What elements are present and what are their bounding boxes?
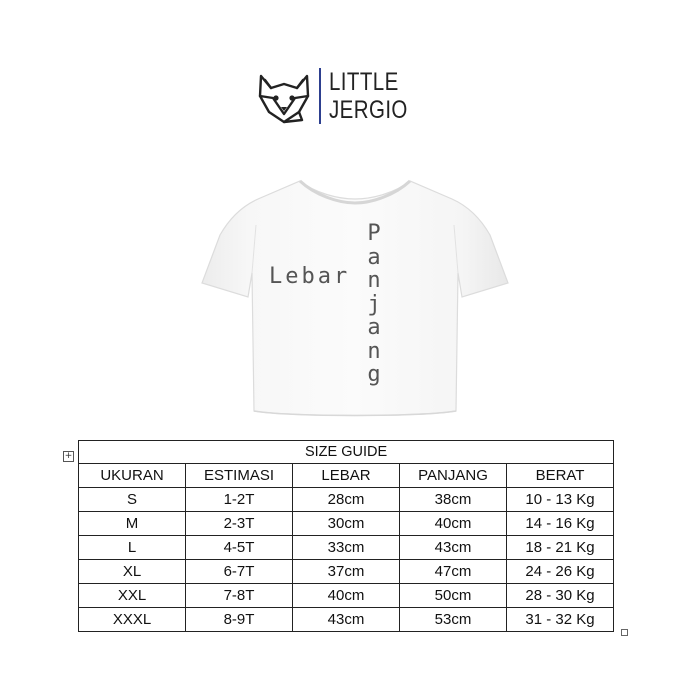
column-header: BERAT: [507, 464, 614, 488]
table-move-handle[interactable]: +: [64, 451, 73, 461]
length-label: [362, 222, 386, 387]
tshirt-illustration: [190, 165, 520, 435]
table-cell: 50cm: [400, 584, 507, 608]
table-row: [79, 608, 614, 632]
table-cell: 40cm: [293, 584, 400, 608]
column-header: LEBAR: [293, 464, 400, 488]
table-header-row: [79, 464, 614, 488]
table-cell: XXXL: [79, 608, 186, 632]
table-cell: XXL: [79, 584, 186, 608]
table-row: [79, 512, 614, 536]
table-cell: 28 - 30 Kg: [507, 584, 614, 608]
brand-name: [329, 68, 408, 124]
brand-name-line2: JERGIO: [329, 96, 408, 124]
width-label: Lebar: [269, 264, 351, 289]
table-cell: 43cm: [400, 536, 507, 560]
column-header: ESTIMASI: [186, 464, 293, 488]
length-label-letter: a: [367, 315, 381, 340]
length-label-letter: a: [367, 244, 381, 270]
table-title: SIZE GUIDE: [79, 441, 614, 464]
table-cell: 1-2T: [186, 488, 293, 512]
brand-logo: [255, 62, 415, 132]
table-cell: L: [79, 536, 186, 560]
length-label-letter: P: [367, 221, 381, 246]
table-cell: 30cm: [293, 512, 400, 536]
table-cell: 24 - 26 Kg: [507, 560, 614, 584]
fox-head-icon: [255, 66, 313, 126]
table-cell: 7-8T: [186, 584, 293, 608]
size-guide-table: [78, 440, 614, 632]
table-cell: 40cm: [400, 512, 507, 536]
table-cell: 53cm: [400, 608, 507, 632]
table-cell: 37cm: [293, 560, 400, 584]
table-cell: S: [79, 488, 186, 512]
table-cell: 31 - 32 Kg: [507, 608, 614, 632]
tshirt-icon: [190, 165, 520, 435]
table-cell: 43cm: [293, 608, 400, 632]
table-row: [79, 488, 614, 512]
table-cell: 8-9T: [186, 608, 293, 632]
table-cell: 4-5T: [186, 536, 293, 560]
table-cell: 28cm: [293, 488, 400, 512]
table-cell: 33cm: [293, 536, 400, 560]
table-cell: 6-7T: [186, 560, 293, 584]
table-cell: 14 - 16 Kg: [507, 512, 614, 536]
table-cell: 2-3T: [186, 512, 293, 536]
table-row: [79, 584, 614, 608]
column-header: PANJANG: [400, 464, 507, 488]
table-cell: 38cm: [400, 488, 507, 512]
table-cell: 10 - 13 Kg: [507, 488, 614, 512]
length-label-letter: n: [367, 338, 381, 364]
table-cell: M: [79, 512, 186, 536]
table-row: [79, 560, 614, 584]
length-label-letter: j: [367, 291, 381, 317]
column-header: UKURAN: [79, 464, 186, 488]
table-row: [79, 536, 614, 560]
length-label-letter: g: [367, 362, 381, 387]
brand-name-line1: LITTLE: [329, 68, 399, 96]
table-resize-handle[interactable]: [621, 629, 628, 636]
logo-divider: [319, 68, 321, 124]
table-cell: 18 - 21 Kg: [507, 536, 614, 560]
table-cell: 47cm: [400, 560, 507, 584]
length-label-letter: n: [367, 268, 381, 293]
table-cell: XL: [79, 560, 186, 584]
